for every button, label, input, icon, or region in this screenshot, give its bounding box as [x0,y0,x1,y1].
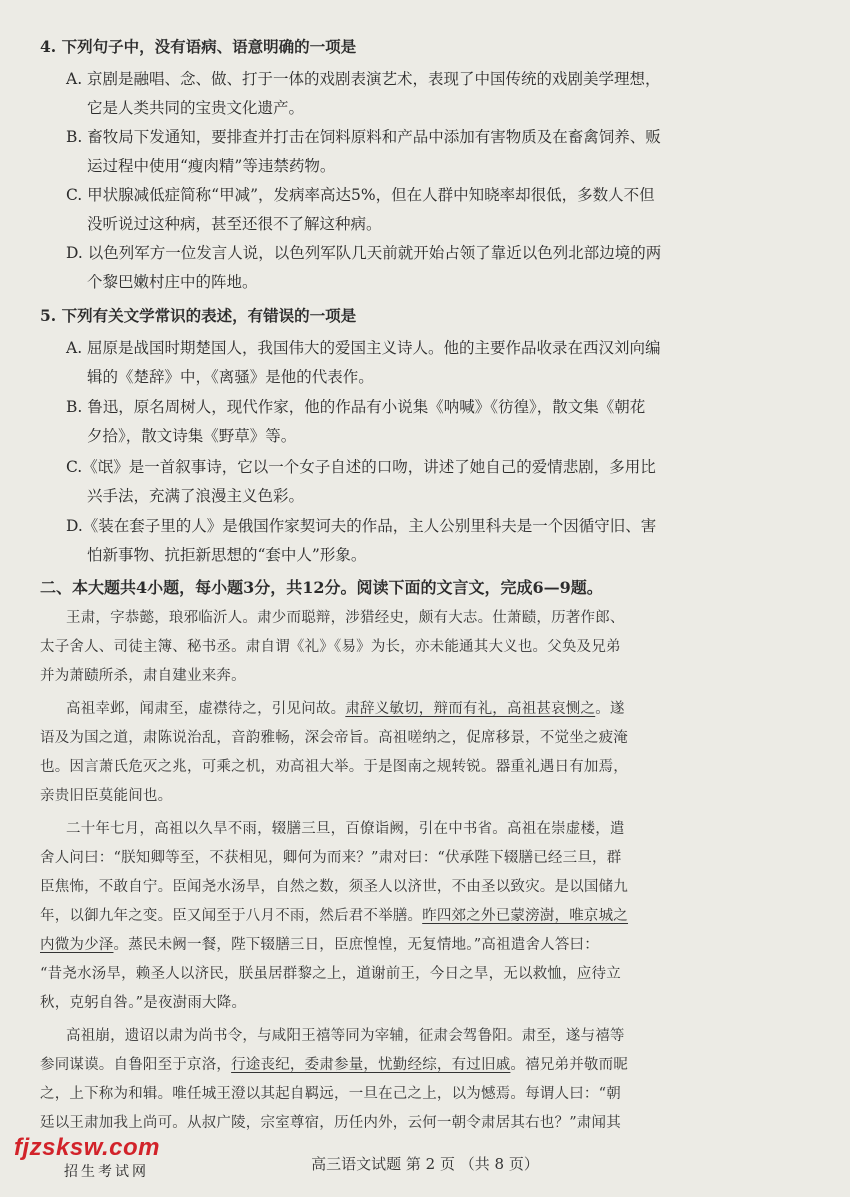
passage-p4-line1: 高祖崩，遗诏以肃为尚书令，与咸阳王禧等同为宰辅，征肃会驾鲁阳。肃至，遂与禧等 [66,1028,625,1044]
passage-p3-line6: “昔尧水汤旱，赖圣人以济民，朕虽居群黎之上，道谢前王，今日之旱，无以救恤，应待立 [40,966,621,982]
passage-p3-line3: 臣焦怖，不敢自宁。臣闻尧水汤旱，自然之数，须圣人以济世，不由圣以致灾。是以国储九 [40,879,628,895]
underlined-sentence: 昨四郊之外已蒙滂澍，唯京城之 [422,908,629,924]
passage-p3-line4 [40,906,628,926]
q4-option-d-line1: D. 以色列军方一位发言人说，以色列军队几天前就开始占领了靠近以色列北部边境的两 [66,244,662,262]
passage-p1-line3: 并为萧赜所杀，肃自建业来奔。 [40,668,246,684]
passage-p2-line3: 也。因言萧氏危灭之兆，可乘之机，劝高祖大举。于是图南之规转锐。器重礼遇日有加焉， [40,759,628,775]
q5-option-c-line1: C.《氓》是一首叙事诗，它以一个女子自述的口吻，讲述了她自己的爱情悲剧，多用比 [66,458,656,476]
q5-option-d-line1: D.《装在套子里的人》是俄国作家契诃夫的作品，主人公别里科夫是一个因循守旧、害 [66,517,657,535]
underlined-sentence: 行途丧纪，委肃参量，忧勤经综，有过旧戚 [231,1057,511,1073]
q5-stem: 5. 下列有关文学常识的表述，有错误的一项是 [40,306,357,325]
page-footer: 高三语文试题 第 2 页 （共 8 页） [311,1155,539,1173]
passage-p3-line7: 秋，克躬自咎。”是夜澍雨大降。 [40,995,247,1011]
passage-p2-line2: 语及为国之道，肃陈说治乱，音韵雅畅，深会帝旨。高祖嗟纳之，促席移景，不觉坐之疲淹 [40,730,628,746]
logo-tagline: 招生考试网 [64,1164,149,1180]
q4-stem: 4. 下列句子中，没有语病、语意明确的一项是 [40,37,357,56]
passage-text: 。禧兄弟并敬而昵 [510,1057,629,1073]
passage-p2-line4: 亲贵旧臣莫能间也。 [40,788,173,804]
q4-option-c-line1: C. 甲状腺减低症简称“甲减”，发病率高达5%，但在人群中知晓率却很低，多数人不但 [66,186,655,204]
passage-p1-line1: 王肃，字恭懿，琅邪临沂人。肃少而聪辩，涉猎经史，颇有大志。仕萧赜，历著作郎、 [66,610,625,626]
q5-option-a-line2: 辑的《楚辞》中，《离骚》是他的代表作。 [87,368,374,386]
site-logo [14,1134,184,1182]
passage-text: 。蒸民未阙一餐，陛下辍膳三日，臣庶惶惶，无复情地。”高祖遣舍人答曰： [113,937,599,953]
q4-option-a-line2: 它是人类共同的宝贵文化遗产。 [87,99,305,117]
underlined-sentence: 肃辞义敏切，辩而有礼，高祖甚哀恻之 [345,701,596,717]
q5-option-d-line2: 怕新事物、抗拒新思想的“套中人”形象。 [87,546,367,564]
section-two-heading: 二、本大题共4小题，每小题3分，共12分。阅读下面的文言文，完成6—9题。 [40,578,603,597]
q4-option-c-line2: 没听说过这种病，甚至还很不了解这种病。 [87,215,382,233]
passage-p1-line2: 太子舍人、司徒主簿、秘书丞。肃自谓《礼》《易》为长，亦未能通其大义也。父奂及兄弟 [40,639,621,655]
logo-site-name: fjzsksw.com [14,1134,160,1161]
passage-text: 年，以御九年之变。臣又闻至于八月不雨，然后君不举膳。 [40,908,423,924]
passage-text: 高祖幸邺，闻肃至，虚襟待之，引见问故。 [66,701,346,717]
passage-p3-line2: 舍人问曰：“朕知卿等至，不获相见，卿何为而来？”肃对曰：“伏承陛下辍膳已经三旦，群 [40,850,622,866]
passage-text: 。遂 [595,701,625,717]
passage-p4-line2 [40,1055,628,1075]
passage-p4-line3: 之，上下称为和辑。唯任城王澄以其起自羁远，一旦在己之上，以为憾焉。每谓人曰：“朝 [40,1086,621,1102]
q5-option-c-line2: 兴手法，充满了浪漫主义色彩。 [87,487,305,505]
q5-option-b-line2: 夕拾》，散文诗集《野草》等。 [87,427,297,445]
q4-option-b-line1: B. 畜牧局下发通知，要排查并打击在饲料原料和产品中添加有害物质及在畜禽饲养、贩 [66,128,661,146]
underlined-sentence: 内微为少泽 [40,937,114,953]
passage-p3-line1: 二十年七月，高祖以久旱不雨，辍膳三旦，百僚诣阙，引在中书省。高祖在崇虚楼，遣 [66,821,625,837]
q5-option-a-line1: A. 屈原是战国时期楚国人，我国伟大的爱国主义诗人。他的主要作品收录在西汉刘向编 [66,339,661,357]
q4-option-a-line1: A. 京剧是融唱、念、做、打于一体的戏剧表演艺术，表现了中国传统的戏剧美学理想， [66,70,661,88]
q4-option-d-line2: 个黎巴嫩村庄中的阵地。 [87,273,258,291]
q5-option-b-line1: B. 鲁迅，原名周树人，现代作家，他的作品有小说集《呐喊》《彷徨》，散文集《朝花 [66,398,646,416]
passage-text: 参同谋谟。自鲁阳至于京洛， [40,1057,232,1073]
passage-p3-line5 [40,935,599,955]
q4-option-b-line2: 运过程中使用“瘦肉精”等违禁药物。 [87,157,336,175]
passage-p4-line4: 廷以王肃加我上尚可。从叔广陵，宗室尊宿，历任内外，云何一朝令肃居其右也？”肃闻其 [40,1115,621,1131]
passage-p2-line1 [66,699,625,719]
